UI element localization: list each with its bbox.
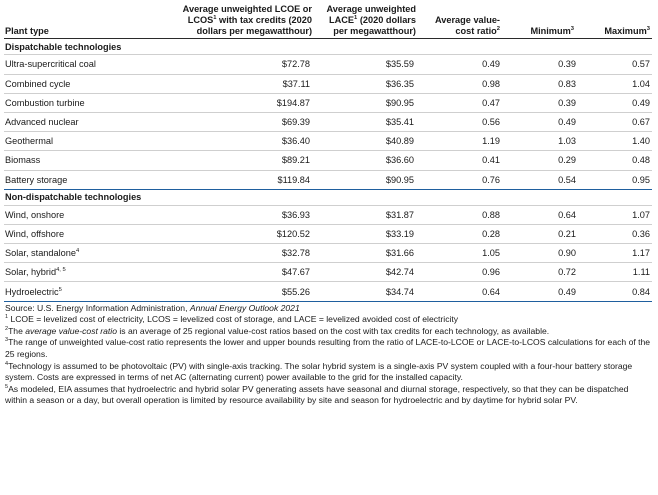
table-row (4, 170, 652, 189)
table-row (4, 93, 652, 112)
minimum-cell: 0.54 (512, 170, 582, 189)
footnote: $^2$The average value-cost ratio is an average of 25 regional value-cost ratios based on the cost with tax credits for each technology, as available. (5, 325, 550, 336)
table-body (4, 39, 652, 301)
minimum-cell: 0.39 (512, 55, 582, 74)
minimum-cell: 0.21 (512, 224, 582, 243)
lcoe-cell: $120.52 (176, 224, 316, 243)
table-header-row (4, 0, 652, 39)
value-cost-ratio-cell: 0.49 (420, 55, 512, 74)
section-title: Non-dispatchable technologies (4, 189, 652, 205)
value-cost-ratio-cell: 0.88 (420, 205, 512, 224)
table-row (4, 151, 652, 170)
table-row (4, 224, 652, 243)
minimum-cell: 0.29 (512, 151, 582, 170)
minimum-cell: 1.03 (512, 132, 582, 151)
plant-type-cell: Combustion turbine (4, 93, 176, 112)
value-cost-ratio-cell: 0.56 (420, 112, 512, 131)
lcoe-cell: $89.21 (176, 151, 316, 170)
lace-cell: $36.60 (316, 151, 420, 170)
lcoe-cell: $194.87 (176, 93, 316, 112)
plant-type-cell: Solar, hybrid$^{4, 5}$ (4, 263, 176, 282)
plant-type-cell: Geothermal (4, 132, 176, 151)
value-cost-ratio-cell: 0.41 (420, 151, 512, 170)
lcoe-cell: $37.11 (176, 74, 316, 93)
plant-type-cell: Wind, offshore (4, 224, 176, 243)
maximum-cell: 0.95 (582, 170, 652, 189)
maximum-cell: 0.36 (582, 224, 652, 243)
minimum-cell: 0.64 (512, 205, 582, 224)
footnote-marker: 4, 5 (56, 267, 66, 274)
footnote-marker: 4 (76, 248, 80, 255)
value-cost-ratio-cell: 0.76 (420, 170, 512, 189)
table-row (4, 74, 652, 93)
source-note: Source: U.S. Energy Information Administration, Annual Energy Outlook 2021 (5, 302, 300, 313)
footnote-list (5, 314, 651, 407)
lcoe-cell: $69.39 (176, 112, 316, 131)
lcoe-cell: $36.93 (176, 205, 316, 224)
footnote: $^4$Technology is assumed to be photovoltaic (PV) with single-axis tracking. The solar hybrid system is a single-axis PV system coupled with a four-hour battery storage system. Costs are expressed in terms of net AC (alternating current) power available to the grid for the installed capacity. (5, 360, 633, 383)
lace-cell: $31.87 (316, 205, 420, 224)
table-row (4, 205, 652, 224)
table-notes (5, 303, 651, 407)
plant-type-cell: Hydroelectric$^5$ (4, 282, 176, 301)
plant-type-cell: Combined cycle (4, 74, 176, 93)
minimum-cell: 0.90 (512, 244, 582, 263)
minimum-cell: 0.49 (512, 282, 582, 301)
minimum-cell: 0.83 (512, 74, 582, 93)
lace-cell: $35.41 (316, 112, 420, 131)
maximum-cell: 0.57 (582, 55, 652, 74)
lace-cell: $40.89 (316, 132, 420, 151)
lcoe-cell: $36.40 (176, 132, 316, 151)
maximum-cell: 1.11 (582, 263, 652, 282)
column-header-lace: Average unweighted LACE$^1$ (2020 dollars per megawatthour) (316, 0, 420, 39)
lcoe-lace-table-figure (4, 0, 654, 407)
maximum-cell: 1.07 (582, 205, 652, 224)
lace-cell: $36.35 (316, 74, 420, 93)
plant-type-cell: Advanced nuclear (4, 112, 176, 131)
value-cost-ratio-cell: 0.64 (420, 282, 512, 301)
lace-cell: $34.74 (316, 282, 420, 301)
maximum-cell: 1.40 (582, 132, 652, 151)
value-cost-ratio-cell: 1.05 (420, 244, 512, 263)
maximum-cell: 0.67 (582, 112, 652, 131)
value-cost-ratio-cell: 0.47 (420, 93, 512, 112)
table-row (4, 55, 652, 74)
maximum-cell: 0.48 (582, 151, 652, 170)
table-row (4, 263, 652, 282)
plant-type-cell: Battery storage (4, 170, 176, 189)
section-title: Dispatchable technologies (4, 39, 652, 55)
table-row (4, 112, 652, 131)
plant-type-cell: Ultra-supercritical coal (4, 55, 176, 74)
minimum-cell: 0.72 (512, 263, 582, 282)
value-cost-ratio-cell: 1.19 (420, 132, 512, 151)
column-header-lcoe: Average unweighted LCOE or LCOS$^1$ with tax credits (2020 dollars per megawatthour) (176, 0, 316, 39)
table-row (4, 132, 652, 151)
footnote: $^1$ LCOE = levelized cost of electricity, LCOS = levelized cost of storage, and LACE = levelized avoided cost of electricity (5, 314, 459, 325)
plant-type-cell: Biomass (4, 151, 176, 170)
column-header-plant-type: Plant type (4, 0, 176, 39)
footnote: $^5$As modeled, EIA assumes that hydroelectric and hybrid solar PV generating assets have seasonal and diurnal storage, respectively, so that they can be dispatched within a season or a day, but overall operation is limited by resource availability by site and season for hydroelectric and by daytime for hybrid solar PV. (5, 383, 629, 406)
lace-cell: $90.95 (316, 170, 420, 189)
lace-cell: $90.95 (316, 93, 420, 112)
lcoe-cell: $55.26 (176, 282, 316, 301)
value-cost-ratio-cell: 0.98 (420, 74, 512, 93)
lace-cell: $42.74 (316, 263, 420, 282)
lcoe-cell: $47.67 (176, 263, 316, 282)
section-header-row (4, 189, 652, 205)
maximum-cell: 0.49 (582, 93, 652, 112)
lace-cell: $35.59 (316, 55, 420, 74)
column-header-value-cost-ratio: Average value-cost ratio$^2$ (420, 0, 512, 39)
minimum-cell: 0.39 (512, 93, 582, 112)
lcoe-cell: $119.84 (176, 170, 316, 189)
maximum-cell: 1.04 (582, 74, 652, 93)
plant-type-cell: Solar, standalone$^4$ (4, 244, 176, 263)
footnote-marker: 5 (58, 286, 62, 293)
value-cost-ratio-cell: 0.96 (420, 263, 512, 282)
table-row (4, 244, 652, 263)
column-header-maximum: Maximum$^3$ (582, 0, 652, 39)
lace-cell: $33.19 (316, 224, 420, 243)
plant-type-cell: Wind, onshore (4, 205, 176, 224)
lcoe-cell: $72.78 (176, 55, 316, 74)
section-header-row (4, 39, 652, 55)
value-cost-table (4, 0, 652, 302)
footnote: $^3$The range of unweighted value-cost ratio represents the lower and upper bounds resulting from the ratio of LACE-to-LCOE or LACE-to-LCOS calculations for each of the 25 regions. (5, 337, 651, 360)
lace-cell: $31.66 (316, 244, 420, 263)
table-row (4, 282, 652, 301)
column-header-minimum: Minimum$^3$ (512, 0, 582, 39)
maximum-cell: 0.84 (582, 282, 652, 301)
maximum-cell: 1.17 (582, 244, 652, 263)
minimum-cell: 0.49 (512, 112, 582, 131)
lcoe-cell: $32.78 (176, 244, 316, 263)
value-cost-ratio-cell: 0.28 (420, 224, 512, 243)
